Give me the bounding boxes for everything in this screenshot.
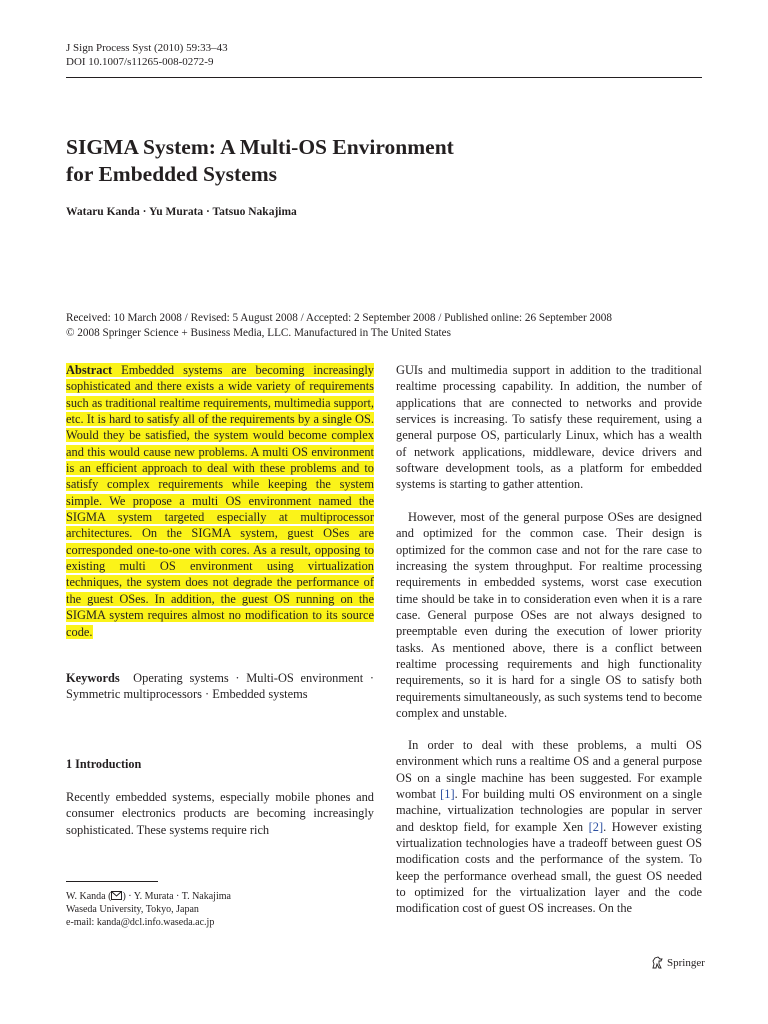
section-heading-introduction: 1 Introduction	[66, 757, 142, 771]
footnote-affiliation: Waseda University, Tokyo, Japan	[66, 904, 199, 915]
keywords-text: Operating systems · Multi-OS environment · Symmetric multiprocessors · Embedded systems	[66, 671, 374, 702]
publication-dates	[66, 311, 612, 340]
envelope-icon	[111, 891, 122, 900]
date-history: Received: 10 March 2008 / Revised: 5 August 2008 / Accepted: 2 September 2008 / Published online: 26 September 2008	[66, 312, 612, 324]
para3-text-c: . However existing virtualization technologies have a tradeoff between guest OS modification costs and the performance of the system. To keep the performance overhead small, the guest OS needed to optimized for the virtualization layer and the code modification cost of guest OS increases. On the	[396, 819, 702, 916]
author-list: Wataru Kanda · Yu Murata · Tatsuo Nakajima	[66, 206, 297, 218]
intro-paragraph-left: Recently embedded systems, especially mobile phones and consumer electronics products are becoming increasingly sophisticated. These systems require rich	[66, 790, 374, 837]
springer-horse-icon	[650, 956, 664, 970]
header-rule	[66, 77, 702, 78]
para3-text-b: . For building multi OS environment on a single machine, virtualization technologies are popular in server and desktop field, for example Xen	[396, 787, 702, 834]
journal-citation: J Sign Process Syst (2010) 59:33–43	[66, 42, 228, 54]
para3-text-a: In order to deal with these problems, a multi OS environment which runs a realtime OS and a general purpose OS on a single machine has been suggested. For example wombat	[396, 738, 702, 802]
paper-title	[66, 134, 454, 188]
publisher-name: Springer	[667, 957, 705, 969]
footnote-rule	[66, 881, 158, 882]
abstract-block	[66, 362, 374, 640]
publisher-logo	[650, 956, 705, 970]
footnote-email: e-mail: kanda@dcl.info.waseda.ac.jp	[66, 917, 215, 928]
author-footnote	[66, 890, 231, 929]
journal-doi: DOI 10.1007/s11265-008-0272-9	[66, 56, 214, 68]
abstract-text: Embedded systems are becoming increasingly sophisticated and there exists a wide variety of requirements such as traditional realtime requirements, multimedia support, etc. It is hard to satisfy all of the requirements by a single OS. Would they be satisfied, the system would become complex and this would cause new problems. A multi OS environment is an efficient approach to deal with these problems and to satisfy complex requirements while keeping the system simple. We propose a multi OS environment named the SIGMA system targeted especially at multiprocessor architectures. On the SIGMA system, guest OSes are corresponded one-to-one with cores. As a result, opposing to existing multi OS environment using virtualization techniques, the system does not degrade the performance of the guest OSes. In addition, the guest OS running on the SIGMA system requires almost no modification to its source code.	[66, 363, 374, 639]
footnote-authors-end: ) · Y. Murata · T. Nakajima	[122, 891, 231, 902]
footnote-authors-start: W. Kanda (	[66, 891, 112, 902]
abstract-label: Abstract	[66, 363, 113, 377]
intro-paragraph-right: GUIs and multimedia support in addition to the traditional realtime processing capability. In addition, the number of applications that are connected to networks and provide services is increasing. To satisfy these requirement, using a general purpose OS, particularly Linux, which has a wealth of network applications, middleware, device drivers and software development tools, as a platform for embedded systems is starting to gather attention.	[396, 363, 702, 492]
keywords-label: Keywords	[66, 671, 120, 685]
citation-link-2[interactable]: [2]	[588, 819, 604, 834]
intro-paragraph-3	[396, 737, 702, 917]
copyright-line: © 2008 Springer Science + Business Media, LLC. Manufactured in The United States	[66, 326, 451, 339]
title-line-2: for Embedded Systems	[66, 162, 278, 186]
journal-header	[66, 41, 228, 69]
citation-link-1[interactable]: [1]	[440, 787, 455, 802]
intro-paragraph-2: However, most of the general purpose OSes are designed and optimized for the common case. Their design is optimized for the common case and not for the rare case to increasing the system throughput. For realtime processing requirements in embedded systems, worst case execution time should be take in to consideration even when it is a rare case. General purpose OSes are not always designed to preemptable even during the execution of lower priority tasks. As mentioned above, there is a conflict between realtime processing requirements and high functionality requirements, so it is hard for a single OS to satisfy both requirements simultaneously, as such systems tend to become complex and unstable.	[396, 510, 702, 721]
keywords-block	[66, 670, 374, 703]
title-line-1: SIGMA System: A Multi-OS Environment	[66, 135, 454, 159]
